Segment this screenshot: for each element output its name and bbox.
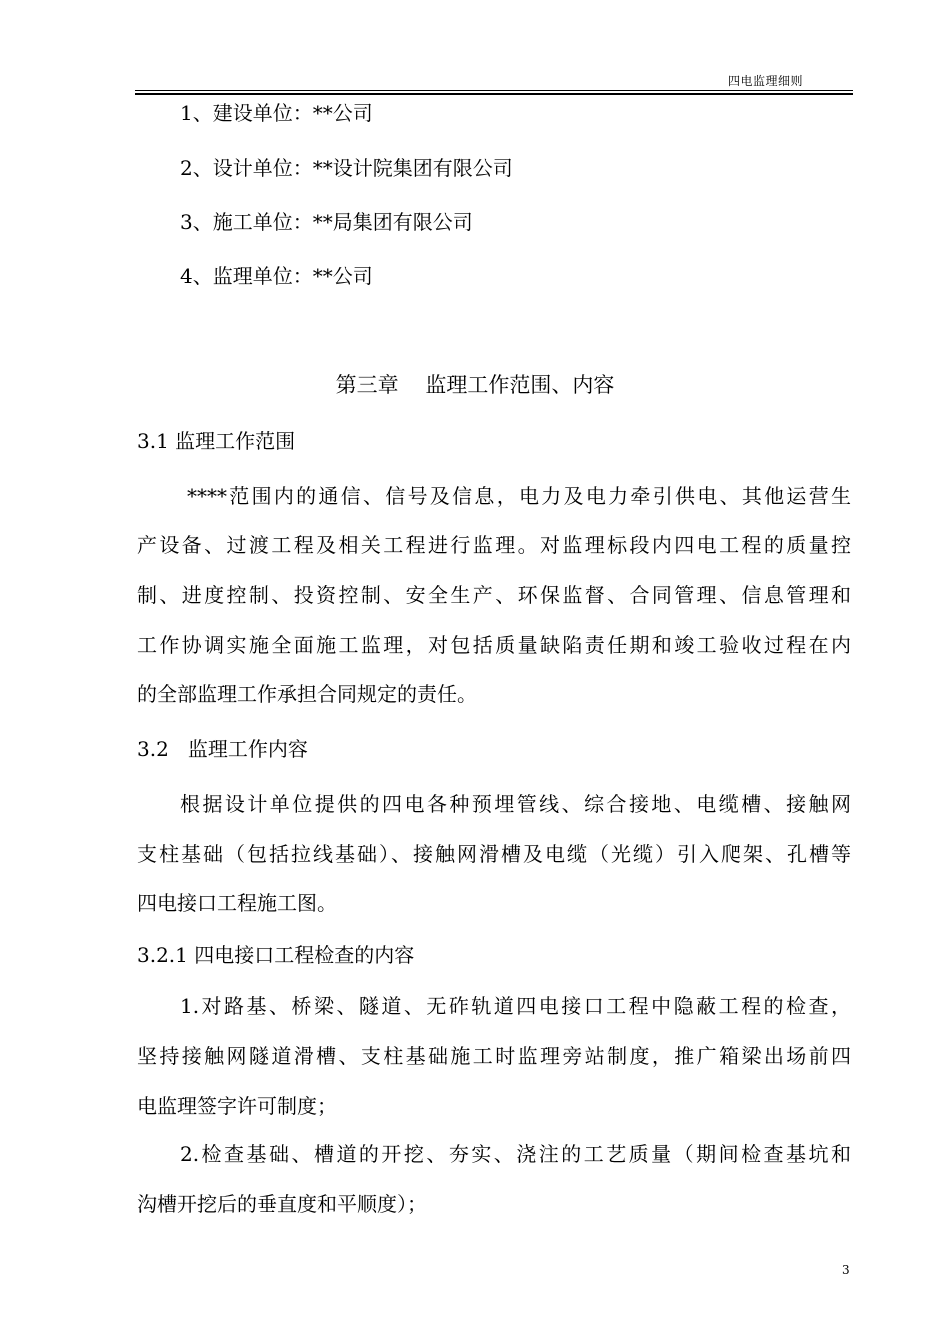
paragraph-line: 产设备、过渡工程及相关工程进行监理。对监理标段内四电工程的质量控 bbox=[137, 533, 851, 557]
paragraph-line: 支柱基础（包括拉线基础）、接触网滑槽及电缆（光缆）引入爬架、孔槽等 bbox=[137, 842, 851, 866]
paragraph-line: 根据设计单位提供的四电各种预埋管线、综合接地、电缆槽、接触网 bbox=[180, 792, 851, 816]
section-3-2-1-heading: 3.2.1 四电接口工程检查的内容 bbox=[137, 943, 415, 967]
unit-design: 2、设计单位：**设计院集团有限公司 bbox=[180, 156, 513, 180]
section-3-1-heading: 3.1 监理工作范围 bbox=[137, 429, 296, 453]
paragraph-line: 四电接口工程施工图。 bbox=[137, 891, 337, 915]
list-item-line: 电监理签字许可制度； bbox=[137, 1094, 337, 1118]
page-number: 3 bbox=[842, 1263, 850, 1277]
paragraph-line: 的全部监理工作承担合同规定的责任。 bbox=[137, 682, 477, 706]
paragraph-line: ****范围内的通信、信号及信息，电力及电力牵引供电、其他运营生 bbox=[187, 484, 851, 508]
unit-construction: 1、建设单位：**公司 bbox=[180, 101, 373, 125]
list-item-line: 1.对路基、桥梁、隧道、无砟轨道四电接口工程中隐蔽工程的检查， bbox=[180, 994, 851, 1018]
list-item-line: 坚持接触网隧道滑槽、支柱基础施工时监理旁站制度，推广箱梁出场前四 bbox=[137, 1044, 851, 1068]
unit-supervision: 4、监理单位：**公司 bbox=[180, 264, 373, 288]
chapter-title: 第三章 监理工作范围、内容 bbox=[335, 373, 615, 397]
unit-builder: 3、施工单位：**局集团有限公司 bbox=[180, 210, 473, 234]
header-title: 四电监理细则 bbox=[727, 74, 803, 88]
page-header bbox=[135, 70, 853, 92]
list-item-line: 2.检查基础、槽道的开挖、夯实、浇注的工艺质量（期间检查基坑和 bbox=[180, 1142, 851, 1166]
header-rule-thin bbox=[135, 90, 853, 91]
paragraph-line: 制、进度控制、投资控制、安全生产、环保监督、合同管理、信息管理和 bbox=[137, 583, 851, 607]
paragraph-line: 工作协调实施全面施工监理，对包括质量缺陷责任期和竣工验收过程在内 bbox=[137, 633, 851, 657]
list-item-line: 沟槽开挖后的垂直度和平顺度）； bbox=[137, 1192, 427, 1216]
header-rule-thick bbox=[135, 93, 853, 95]
section-3-2-heading: 3.2 监理工作内容 bbox=[137, 737, 308, 761]
